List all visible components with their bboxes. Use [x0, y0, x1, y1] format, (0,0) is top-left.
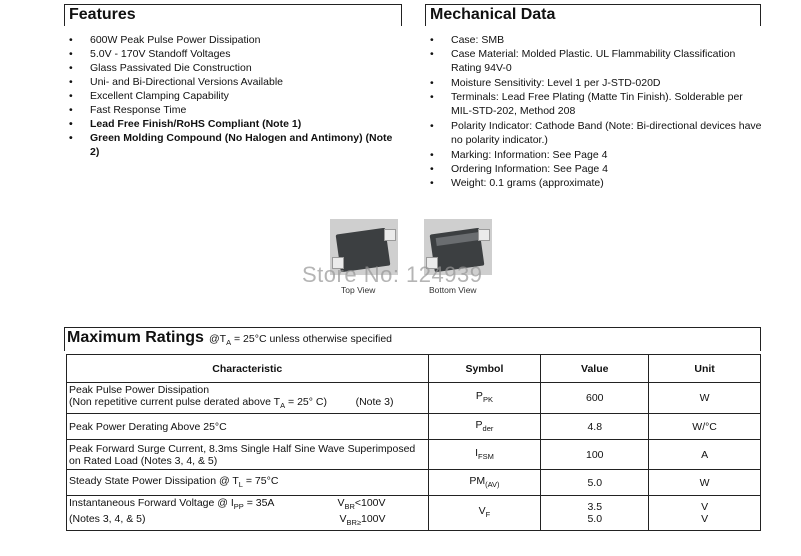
mech-item: • Weight: 0.1 grams (approximate)	[425, 176, 765, 190]
ratings-table	[66, 354, 761, 531]
table-header-row	[67, 355, 761, 383]
header-symbol: Symbol	[428, 355, 541, 383]
feature-item: • Fast Response Time	[64, 103, 399, 117]
header-characteristic: Characteristic	[67, 355, 429, 383]
mech-item: • Case Material: Molded Plastic. UL Flammability Classification Rating 94V-0	[425, 47, 765, 75]
row-symbol: $I_{FSM}$	[428, 440, 541, 470]
table-row	[67, 496, 761, 531]
mech-item: • Case: SMB	[425, 33, 765, 47]
row-unit: W	[649, 470, 761, 496]
ratings-title: Maximum Ratings	[67, 329, 204, 346]
header-unit: Unit	[649, 355, 761, 383]
features-title: Features	[69, 6, 136, 23]
bottom-view-label: Bottom View	[429, 285, 477, 295]
feature-item: • Glass Passivated Die Construction	[64, 61, 399, 75]
header-value: Value	[541, 355, 649, 383]
mech-item: • Marking: Information: See Page 4	[425, 148, 765, 162]
row-symbol: $V_F$	[428, 496, 541, 531]
row-unit: V V	[649, 496, 761, 531]
row-symbol: $P_{der}$	[428, 414, 541, 440]
mechanical-list	[425, 33, 765, 190]
ratings-condition: $@T_A = 25^\circ C$ unless otherwise specified	[209, 333, 393, 348]
table-row	[67, 414, 761, 440]
row-characteristic: Peak Pulse Power Dissipation (Non repetitive current pulse derated above $T_A = 25^\circ$ C) (Note 3)	[67, 383, 429, 414]
row-unit: W/°C	[649, 414, 761, 440]
table-row	[67, 470, 761, 496]
feature-item-rohs: • Lead Free Finish/RoHS Compliant (Note 1)	[64, 117, 399, 131]
row-characteristic: Peak Forward Surge Current, 8.3ms Single Half Sine Wave Superimposed on Rated Load (Notes 3, 4, & 5)	[67, 440, 429, 470]
features-header	[64, 4, 402, 26]
feature-item-green: • Green Molding Compound (No Halogen and Antimony) (Note 2)	[64, 131, 399, 159]
row-characteristic: Instantaneous Forward Voltage @ $I_{PP} = 35A$ $V_{BR}<100V$ (Notes 3, 4, & 5) $V_{BR\ge}100V$	[67, 496, 429, 531]
mech-item: • Moisture Sensitivity: Level 1 per J-STD-020D	[425, 76, 765, 90]
feature-item: • Excellent Clamping Capability	[64, 89, 399, 103]
row-characteristic: Peak Power Derating Above 25°C	[67, 414, 429, 440]
feature-item: • 600W Peak Pulse Power Dissipation	[64, 33, 399, 47]
mech-item: • Ordering Information: See Page 4	[425, 162, 765, 176]
row-unit: A	[649, 440, 761, 470]
feature-item: • 5.0V - 170V Standoff Voltages	[64, 47, 399, 61]
mech-item: • Terminals: Lead Free Plating (Matte Tin Finish). Solderable per MIL-STD-202, Method 208	[425, 90, 765, 118]
table-row	[67, 440, 761, 470]
feature-item: • Uni- and Bi-Directional Versions Available	[64, 75, 399, 89]
row-value: 5.0	[541, 470, 649, 496]
mech-item: • Polarity Indicator: Cathode Band (Note: Bi-directional devices have no polarity indicator.)	[425, 119, 765, 147]
store-watermark: Store No: 124939	[302, 262, 483, 287]
row-value: 600	[541, 383, 649, 414]
features-list	[64, 33, 399, 159]
row-characteristic: Steady State Power Dissipation @ $T_L = 75^\circ C$	[67, 470, 429, 496]
row-unit: W	[649, 383, 761, 414]
table-row	[67, 383, 761, 414]
row-value: 100	[541, 440, 649, 470]
mechanical-header	[425, 4, 761, 26]
row-value: 4.8	[541, 414, 649, 440]
top-view-label: Top View	[341, 285, 376, 295]
row-symbol: $PM_{(AV)}$	[428, 470, 541, 496]
row-symbol: $P_{PK}$	[428, 383, 541, 414]
mechanical-title: Mechanical Data	[430, 6, 556, 23]
ratings-header	[64, 327, 761, 351]
row-value: 3.5 5.0	[541, 496, 649, 531]
